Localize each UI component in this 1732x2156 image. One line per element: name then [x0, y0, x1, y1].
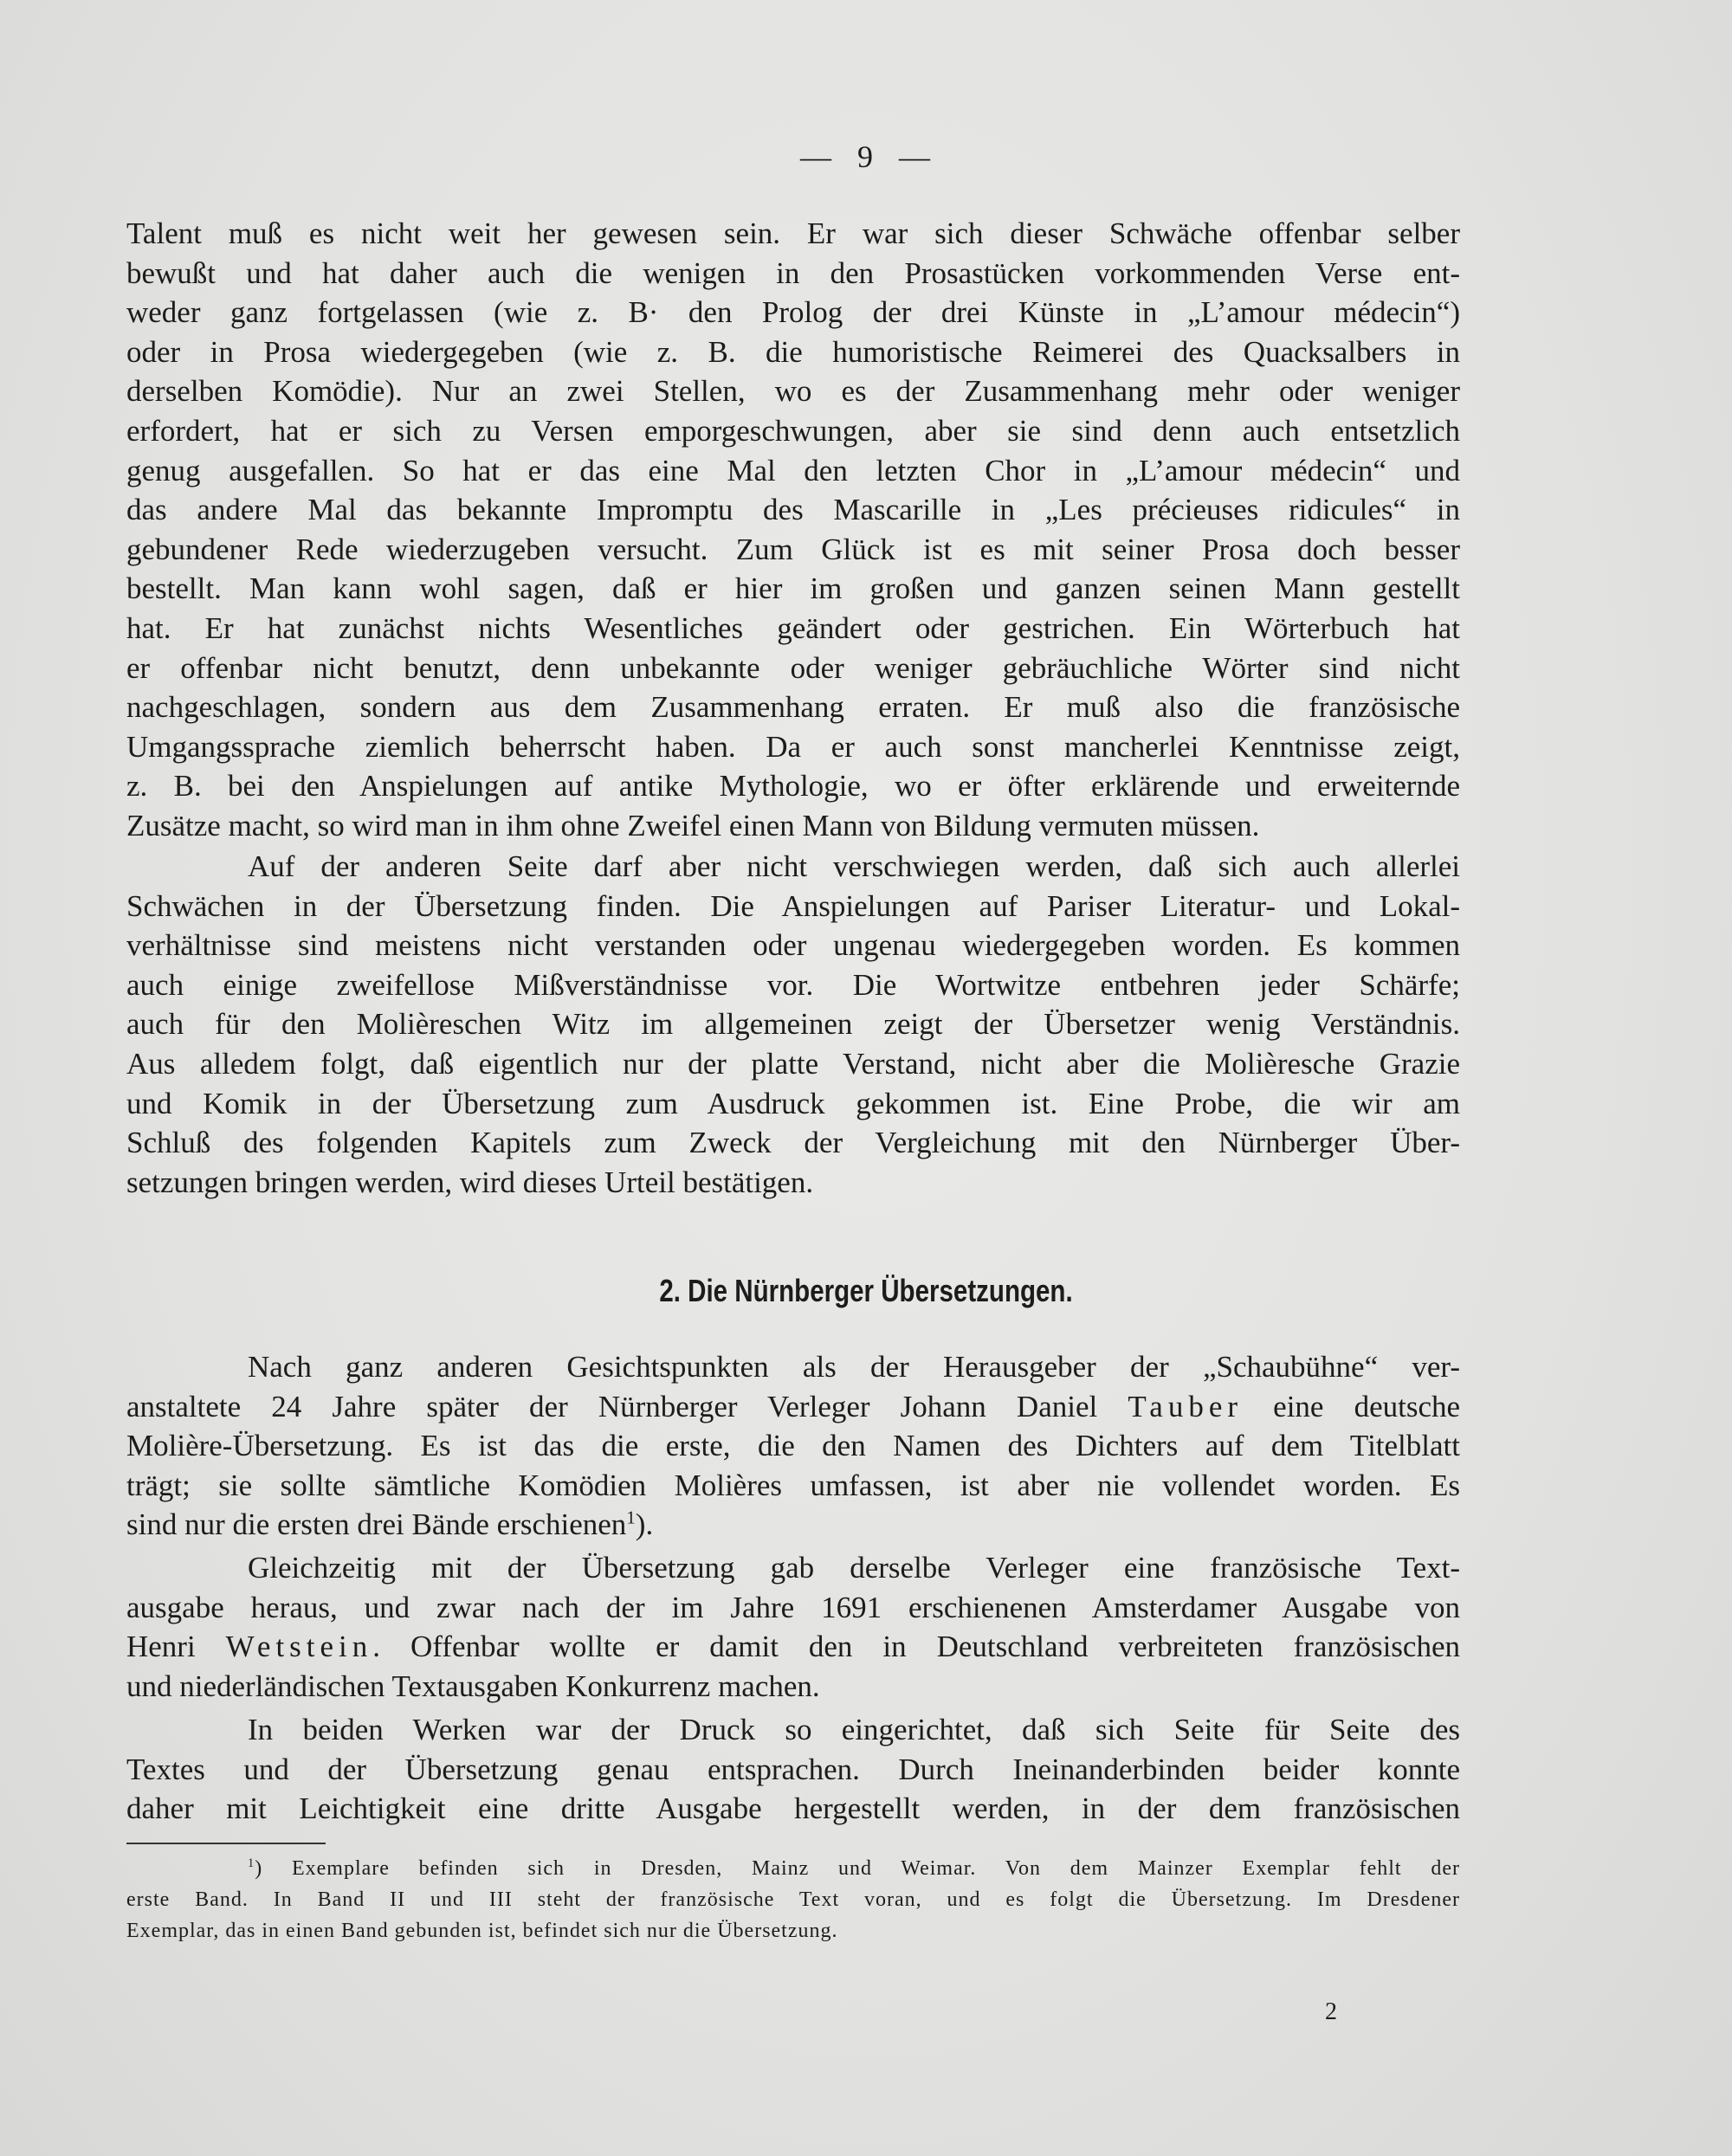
paragraph-french-edition — [126, 1548, 1460, 1706]
text-line: verhältnisse sind meistens nicht verstanden oder ungenau wiedergegeben worden. Es kommen — [126, 928, 1460, 963]
text-fragment: eine deutsche — [1273, 1389, 1461, 1423]
text-line: Nach ganz anderen Gesichtspunkten als der Herausgeber der „Schaubühne“ ver- — [248, 1350, 1460, 1384]
footnote — [126, 1853, 1460, 1946]
text-line: ausgabe heraus, und zwar nach der im Jahre 1691 erschienenen Amsterdamer Ausgabe von — [126, 1590, 1460, 1624]
text-line: bewußt und hat daher auch die wenigen in den Prosastücken vorkommenden Verse ent- — [126, 255, 1460, 290]
running-head-dash-left: — — [800, 139, 833, 174]
text-fragment: ). — [635, 1507, 654, 1542]
text-line: nachgeschlagen, sondern aus dem Zusammenhang erraten. Er muß also die französische — [126, 690, 1460, 725]
text-line — [126, 1627, 1460, 1667]
running-head — [0, 139, 1732, 175]
footnote-reference[interactable]: 1 — [626, 1507, 636, 1528]
text-line: In beiden Werken war der Druck so eingerichtet, daß sich Seite für Seite des — [248, 1713, 1460, 1746]
text-line: Auf der anderen Seite darf aber nicht verschwiegen werden, daß sich auch allerlei — [248, 849, 1460, 883]
person-name-tauber: Tauber — [1128, 1389, 1244, 1423]
text-line: hat. Er hat zunächst nichts Wesentliches geändert oder gestrichen. Ein Wörterbuch hat — [126, 610, 1460, 645]
text-line: Talent muß es nicht weit her gewesen sein. Er war sich dieser Schwäche offenbar selber — [126, 216, 1460, 250]
text-line: auch einige zweifellose Mißverständnisse vor. Die Wortwitze entbehren jeder Schärfe; — [126, 967, 1460, 1002]
footnote-line — [126, 1853, 1460, 1884]
footnote-separator — [126, 1843, 326, 1844]
text-line: gebundener Rede wiederzugeben versucht. Zum Glück ist es mit seiner Prosa doch besser — [126, 532, 1460, 566]
paragraph-print-layout — [126, 1710, 1460, 1829]
section-heading: 2. Die Nürnberger Übersetzungen. — [659, 1273, 1073, 1308]
text-line: Zusätze macht, so wird man in ihm ohne Zweifel einen Mann von Bildung vermuten müssen. — [126, 808, 1260, 842]
text-line — [126, 1387, 1460, 1427]
text-fragment: sind nur die ersten drei Bände erschienen — [126, 1507, 627, 1542]
text-line: er offenbar nicht benutzt, denn unbekannte oder weniger gebräuchliche Wörter sind nicht — [126, 650, 1460, 685]
text-line: genug ausgefallen. So hat er das eine Mal den letzten Chor in „L’amour médecin“ und — [126, 453, 1460, 487]
text-line — [126, 1505, 1460, 1545]
text-fragment: . Offenbar wollte er damit den in Deutschland verbreiteten französischen — [372, 1630, 1460, 1664]
running-head-dash-right: — — [899, 139, 932, 174]
text-line: z. B. bei den Anspielungen auf antike Mythologie, wo er öfter erklärende und erweiternde — [126, 769, 1460, 804]
text-line: setzungen bringen werden, wird dieses Urteil bestätigen. — [126, 1165, 814, 1199]
footnote-line: erste Band. In Band II und III steht der französische Text voran, und es folgt die Übersetzung. Im Dresdener — [126, 1888, 1460, 1911]
paragraph-weaknesses — [126, 847, 1460, 1202]
text-line: Gleichzeitig mit der Übersetzung gab derselbe Verleger eine französische Text- — [248, 1551, 1460, 1585]
text-line: Schluß des folgenden Kapitels zum Zweck der Vergleichung mit den Nürnberger Über- — [126, 1126, 1460, 1160]
paragraph-translator-assessment — [126, 214, 1460, 846]
text-line: und Komik in der Übersetzung zum Ausdruck gekommen ist. Eine Probe, die wir am — [126, 1086, 1460, 1120]
text-line: daher mit Leichtigkeit eine dritte Ausgabe hergestellt werden, in der dem französischen — [126, 1791, 1460, 1826]
text-fragment: anstaltete 24 Jahre später der Nürnberger Verleger Johann Daniel — [126, 1389, 1098, 1423]
text-line: Aus alledem folgt, daß eigentlich nur der platte Verstand, nicht aber die Molièresche Grazie — [126, 1046, 1460, 1081]
text-fragment: Henri — [126, 1630, 196, 1664]
page-number: 9 — [857, 139, 875, 174]
signature-mark: 2 — [1325, 1998, 1337, 2025]
text-line: Umgangssprache ziemlich beherrscht haben. Da er auch sonst mancherlei Kenntnisse zeigt, — [126, 729, 1460, 764]
text-line: trägt; sie sollte sämtliche Komödien Molières umfassen, ist aber nie vollendet worden. Es — [126, 1468, 1460, 1502]
text-line: weder ganz fortgelassen (wie z. B· den Prolog der drei Künste in „L’amour médecin“) — [126, 295, 1460, 330]
text-line: und niederländischen Textausgaben Konkurrenz machen. — [126, 1669, 820, 1703]
text-line: bestellt. Man kann wohl sagen, daß er hier im großen und ganzen seinen Mann gestellt — [126, 571, 1460, 606]
paragraph-nuremberg-translation — [126, 1347, 1460, 1545]
footnote-line: Exemplar, das in einen Band gebunden ist, befindet sich nur die Übersetzung. — [126, 1920, 838, 1942]
text-line: das andere Mal das bekannte Impromptu des Mascarille in „Les précieuses ridicules“ in — [126, 493, 1460, 527]
text-line: Textes und der Übersetzung genau entsprachen. Durch Ineinanderbinden beider konnte — [126, 1752, 1460, 1786]
footnote-marker: 1 — [248, 1856, 255, 1870]
text-line: erfordert, hat er sich zu Versen emporgeschwungen, aber sie sind denn auch entsetzlich — [126, 413, 1460, 448]
text-fragment: ) Exemplare befinden sich in Dresden, Mainz und Weimar. Von dem Mainzer Exemplar fehlt der — [255, 1857, 1460, 1880]
text-line: derselben Komödie). Nur an zwei Stellen, wo es der Zusammenhang mehr oder weniger — [126, 374, 1460, 409]
text-line: Schwächen in der Übersetzung finden. Die Anspielungen auf Pariser Literatur- und Lokal- — [126, 888, 1460, 923]
text-line: auch für den Molièreschen Witz im allgemeinen zeigt der Übersetzer wenig Verständnis. — [126, 1007, 1460, 1042]
text-line: oder in Prosa wiedergegeben (wie z. B. die humoristische Reimerei des Quacksalbers in — [126, 334, 1460, 369]
text-line: Molière-Übersetzung. Es ist das die erste, die den Namen des Dichters auf dem Titelblatt — [126, 1429, 1460, 1463]
person-name-wetstein: Wetstein — [225, 1630, 373, 1664]
